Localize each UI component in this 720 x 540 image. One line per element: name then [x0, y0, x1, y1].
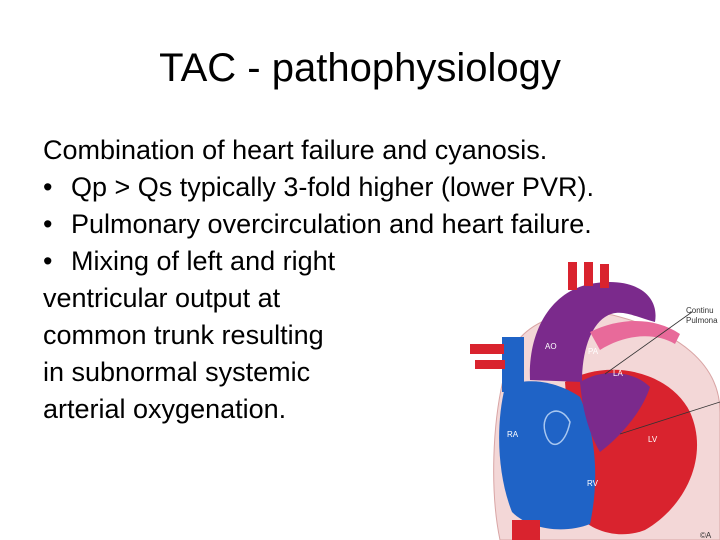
left-vessel-1 [470, 344, 504, 354]
bullet-item-1 [43, 169, 713, 206]
bullet-text: Pulmonary overcirculation and heart failure. [71, 209, 592, 239]
continuation-line-4: arterial oxygenation. [43, 394, 287, 424]
label-ra: RA [507, 430, 519, 439]
bullet-text: Mixing of left and right [71, 246, 336, 276]
left-vessel-2 [475, 360, 505, 369]
bullet-marker: • [43, 246, 53, 276]
label-ao: AO [545, 342, 557, 351]
intro-line: Combination of heart failure and cyanosis. [43, 135, 548, 165]
arch-branch-3 [600, 264, 609, 288]
bullet-marker: • [43, 209, 53, 239]
label-la: LA [613, 369, 623, 378]
continuation-line-3: in subnormal systemic [43, 357, 311, 387]
inferior-vena-cava [512, 520, 540, 540]
label-lv: LV [648, 435, 658, 444]
right-ventricle-shape [499, 381, 595, 529]
corner-mark: ©A [700, 531, 712, 540]
bullet-marker: • [43, 172, 53, 202]
label-rv: RV [587, 479, 598, 488]
bullet-text: Qp > Qs typically 3-fold higher (lower PVR). [71, 172, 594, 202]
bullet-item-2 [43, 206, 713, 243]
label-pa: PA [588, 347, 599, 356]
arch-branch-2 [584, 262, 593, 286]
slide-title: TAC - pathophysiology [159, 46, 561, 90]
continuation-line-1: ventricular output at [43, 283, 281, 313]
superior-vena-cava [502, 337, 524, 392]
arch-branch-1 [568, 262, 577, 290]
heart-diagram [470, 262, 720, 540]
callout-text-1: Continu [686, 306, 714, 315]
continuation-line-2: common trunk resulting [43, 320, 324, 350]
callout-text-2: Pulmona [686, 316, 718, 325]
